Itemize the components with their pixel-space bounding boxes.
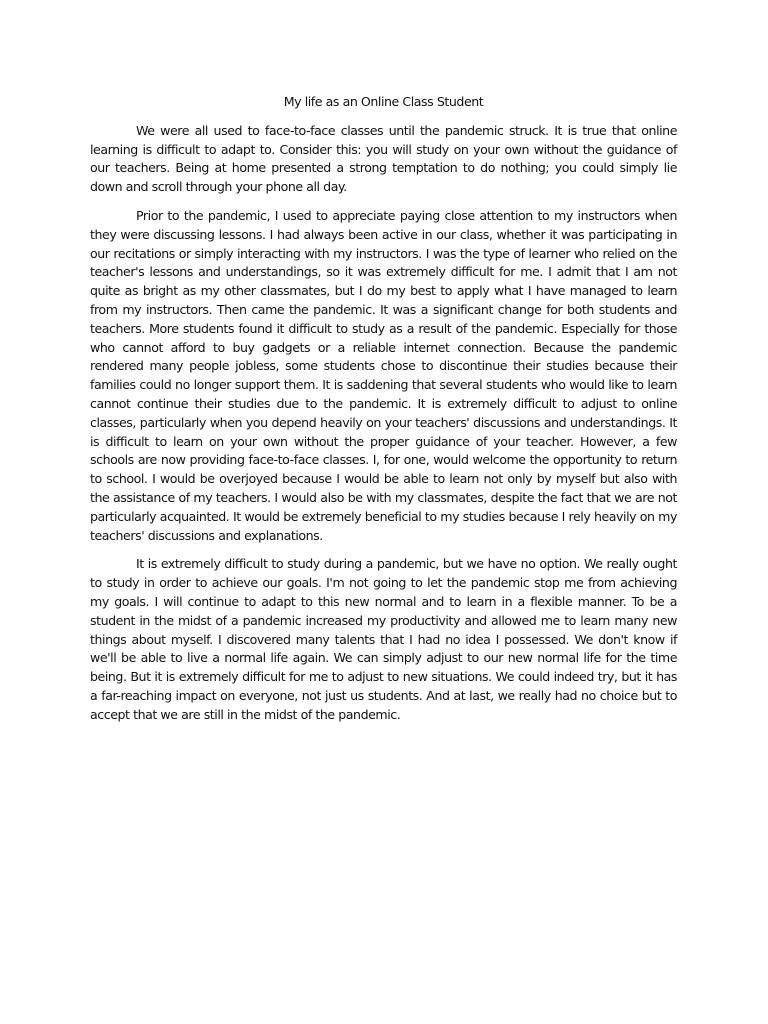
paragraph-3: It is extremely difficult to study during a pandemic, but we have no option. We really ought to study in order to achieve our goals. I'm not going to let the pandemic stop me from achieving my goals. I will continue to adapt to this new normal and to learn in a flexible manner. To be a student in the midst of a pandemic increased my productivity and allowed me to learn many new things about myself. I discovered many talents that I had no idea I possessed. We don't know if we'll be able to live a normal life again. We can simply adjust to our new normal life for the time being. But it is extremely difficult for me to adjust to new situations. We could indeed try, but it has a far-reaching impact on everyone, not just us students. And at last, we really had no choice but to accept that we are still in the midst of the pandemic. xyxy=(90,556,677,722)
document-title: My life as an Online Class Student xyxy=(283,94,484,109)
paragraph-1: We were all used to face-to-face classes until the pandemic struck. It is true that online learning is difficult to adapt to. Consider this: you will study on your own without the guidance of our teachers. Being at home presented a strong temptation to do nothing; you could simply lie down and scroll through your phone all day. xyxy=(90,122,677,195)
paragraph-2: Prior to the pandemic, I used to appreciate paying close attention to my instructors when they were discussing lessons. I had always been active in our class, whether it was participating in our recitations or simply interacting with my instructors. I was the type of learner who relied on the teacher's lessons and understandings, so it was extremely difficult for me. I admit that I am not quite as bright as my other classmates, but I do my best to apply what I have managed to learn from my instructors. Then came the pandemic. It was a significant change for both students and teachers. More students found it difficult to study as a result of the pandemic. Especially for those who cannot afford to buy gadgets or a reliable internet connection. Because the pandemic rendered many people jobless, some students chose to discontinue their studies because their families could no longer support them. It is saddening that several students who would like to learn cannot continue their studies due to the pandemic. It is extremely difficult to adjust to online classes, particularly when you depend heavily on your teachers' discussions and understandings. It is difficult to learn on your own without the proper guidance of your teacher. However, a few schools are now providing face-to-face classes. I, for one, would welcome the opportunity to return to school. I would be overjoyed because I would be able to learn not only by myself but also with the assistance of my teachers. I would also be with my classmates, despite the fact that we are not particularly acquainted. It would be extremely beneficial to my studies because I rely heavily on my teachers' discussions and explanations. xyxy=(90,207,677,543)
document-body xyxy=(90,93,677,735)
